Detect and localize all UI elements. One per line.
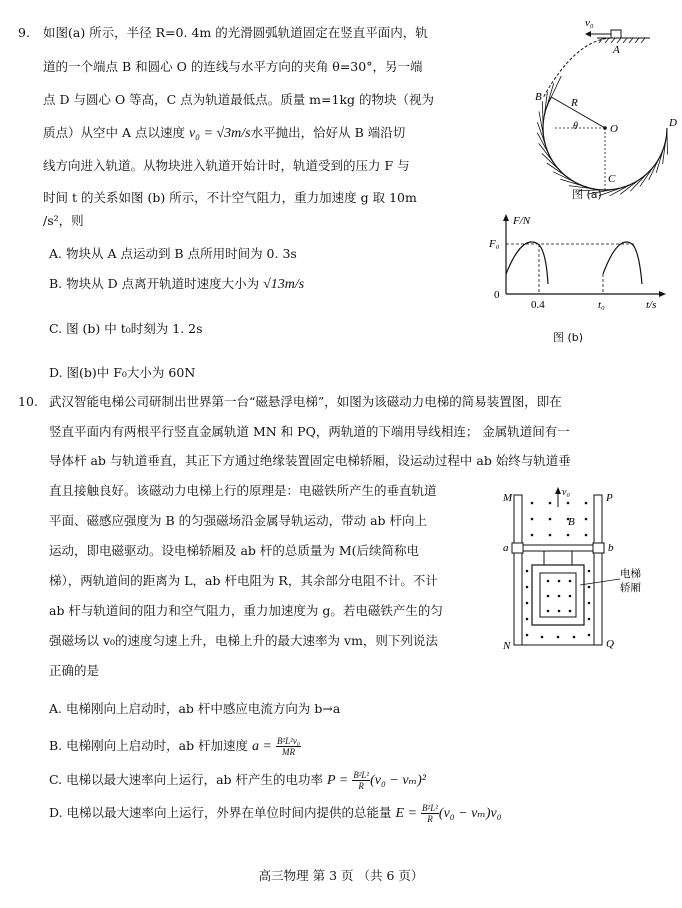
q10-line-8: ab 杆与轨道间的阻力和空气阻力，重力加速度为 g。若电磁铁产生的匀 bbox=[49, 603, 443, 618]
field-dot bbox=[549, 534, 552, 537]
q10-line-5: 平面、磁感应强度为 B 的匀强磁场沿金属导轨运动，带动 ab 杆向上 bbox=[49, 513, 428, 528]
frac-num: B²L²v₀ bbox=[276, 736, 301, 746]
field-dot bbox=[588, 602, 591, 605]
q9-line-4-post: 水平抛出，恰好从 B 端沿切 bbox=[250, 125, 406, 140]
field-dot bbox=[531, 534, 534, 537]
fig-b-caption: 图 (b) bbox=[553, 331, 584, 344]
field-dot bbox=[526, 586, 529, 589]
frac-num: B²L² bbox=[422, 803, 438, 813]
q10-option-d-lhs: E = bbox=[395, 806, 418, 821]
q9-line-4 bbox=[43, 124, 405, 143]
q9-line-2: 道的一个端点 B 和圆心 O 的连线与水平方向的夹角 θ=30°，另一端 bbox=[43, 59, 423, 74]
fig-b-label-x1: 0.4 bbox=[531, 299, 545, 311]
q9-number: 9. bbox=[18, 25, 30, 40]
q10-line-7: 梯），两轨道间的距离为 L，ab 杆电阻为 R，其余部分电阻不计。不计 bbox=[49, 573, 438, 588]
fig-a-label-theta: θ bbox=[573, 121, 578, 132]
fig-a-label-D: D bbox=[669, 117, 677, 129]
arc-hatch-mark bbox=[542, 153, 559, 169]
q10-option-b-lhs: a = bbox=[252, 739, 272, 754]
q10-line-9: 强磁场以 v₀的速度匀速上升，电梯上升的最大速率为 vm，则下列说法 bbox=[49, 633, 438, 648]
frac-num: B²L² bbox=[353, 770, 370, 780]
rod-ab bbox=[522, 545, 594, 551]
q9-option-a: A. 物块从 A 点运动到 B 点所用时间为 0. 3s bbox=[49, 246, 297, 261]
fig10-label-car2: 轿厢 bbox=[620, 583, 641, 594]
q9-line-1: 如图(a) 所示，半径 R=0. 4m 的光滑圆弧轨道固定在竖直平面内，轨 bbox=[43, 25, 428, 40]
field-dot bbox=[585, 502, 588, 505]
field-dot bbox=[558, 580, 561, 583]
field-dot bbox=[588, 570, 591, 573]
q10-option-c bbox=[49, 770, 426, 791]
rail-PQ bbox=[594, 495, 602, 645]
field-dot bbox=[531, 502, 534, 505]
q9-option-c: C. 图 (b) 中 t₀时刻为 1. 2s bbox=[49, 321, 203, 336]
fig10-label-v0: v₀ bbox=[562, 487, 570, 498]
fig10-label-car: 电梯 bbox=[620, 569, 641, 580]
q9-option-d: D. 图(b)中 F₀大小为 60N bbox=[49, 365, 196, 380]
field-dot bbox=[526, 602, 529, 605]
q10-line-10: 正确的是 bbox=[49, 663, 100, 678]
field-dot bbox=[588, 586, 591, 589]
fig10-label-N: N bbox=[503, 640, 511, 652]
center-O-dot bbox=[603, 126, 607, 130]
rail-MN bbox=[514, 495, 522, 645]
fig-a-label-A: A bbox=[613, 44, 620, 56]
arc-hatch-mark bbox=[537, 133, 548, 154]
field-dot bbox=[526, 618, 529, 621]
fig10-label-b: b bbox=[608, 542, 614, 554]
q10-line-2: 竖直平面内有两根平行竖直金属轨道 MN 和 PQ，两轨道的下端用导线相连； 金属轨道间有一 bbox=[49, 424, 570, 439]
fig-a-label-R: R bbox=[571, 97, 578, 109]
field-dot bbox=[558, 595, 561, 598]
fig-b-label-t: t/s bbox=[646, 299, 657, 311]
field-dot bbox=[526, 570, 529, 573]
fig-a-label-C: C bbox=[608, 173, 616, 185]
fig10-label-Q: Q bbox=[606, 638, 614, 650]
q9-option-b bbox=[49, 275, 304, 294]
frac-den: R bbox=[358, 781, 364, 791]
q9-line-5: 线方向进入轨道。从物块进入轨道开始计时，轨道受到的压力 F 与 bbox=[43, 158, 410, 173]
field-dot bbox=[549, 502, 552, 505]
field-dot bbox=[547, 595, 550, 598]
field-dot bbox=[569, 610, 572, 613]
field-dot bbox=[547, 580, 550, 583]
q10-option-b bbox=[49, 736, 301, 757]
field-dot bbox=[531, 518, 534, 521]
field-dot bbox=[569, 595, 572, 598]
q10-option-c-lhs: P = bbox=[326, 773, 349, 788]
q10-number: 10. bbox=[18, 394, 38, 409]
frac-den: MR bbox=[282, 747, 295, 757]
field-dot bbox=[588, 618, 591, 621]
q10-option-d bbox=[49, 803, 502, 824]
field-dot bbox=[557, 636, 560, 639]
q9-line-3: 点 D 与圆心 O 等高，C 点为轨道最低点。质量 m=1kg 的物块（视为 bbox=[43, 92, 435, 107]
block-icon bbox=[611, 30, 621, 38]
fig-b-label-F: F/N bbox=[513, 215, 531, 227]
arc-hatch-mark bbox=[663, 141, 666, 164]
fig-a-caption: 图 (a) bbox=[572, 188, 602, 201]
fig-a-label-O: O bbox=[610, 123, 618, 135]
q9-line-4-pre: 质点）从空中 A 点以速度 bbox=[43, 125, 185, 140]
figure-a bbox=[515, 10, 675, 200]
fig10-label-a: a bbox=[503, 542, 509, 554]
field-dot bbox=[558, 610, 561, 613]
field-dot bbox=[569, 580, 572, 583]
q10-option-d-rhs: (v₀ − vₘ)v₀ bbox=[438, 806, 502, 821]
field-dot bbox=[585, 534, 588, 537]
q9-option-b-text: B. 物块从 D 点离开轨道时速度大小为 bbox=[49, 276, 260, 291]
q10-option-b-fraction bbox=[276, 736, 301, 757]
field-dot bbox=[549, 518, 552, 521]
q10-option-c-fraction bbox=[352, 770, 370, 791]
fig10-label-P: P bbox=[606, 492, 613, 504]
fig10-label-B: B bbox=[568, 516, 575, 528]
field-dot bbox=[541, 636, 544, 639]
arc-hatch-mark bbox=[610, 185, 631, 196]
field-dot bbox=[585, 518, 588, 521]
frac-den: R bbox=[427, 814, 433, 824]
q10-line-1: 武汉智能电梯公司研制出世界第一台“磁悬浮电梯”，如图为该磁动力电梯的简易装置图，即在 bbox=[49, 394, 562, 409]
fig-a-label-v0: v₀ bbox=[585, 17, 594, 29]
fig-a-label-B: B bbox=[535, 91, 542, 103]
figure-b bbox=[486, 212, 676, 322]
arc-hatch-mark bbox=[640, 167, 653, 186]
q9-v0-expression: v₀ = √3m/s bbox=[188, 126, 251, 141]
fig10-label-M: M bbox=[503, 492, 513, 504]
fig-b-label-t0: t₀ bbox=[598, 299, 605, 311]
q9-line-6: 时间 t 的关系如图 (b) 所示，不计空气阻力，重力加速度 g 取 10m bbox=[43, 190, 417, 205]
q10-option-d-fraction bbox=[421, 803, 439, 824]
q10-line-3: 导体杆 ab 与轨道垂直，其正下方通过绝缘装置固定电梯轿厢，设运动过程中 ab 始终与轨道垂 bbox=[49, 453, 571, 468]
field-dot bbox=[547, 610, 550, 613]
q10-line-6: 运动，即电磁驱动。设电梯轿厢及 ab 杆的总质量为 M(后续简称电 bbox=[49, 543, 420, 558]
q10-option-c-rhs: (v₀ − vₘ)² bbox=[370, 773, 426, 788]
arc-hatch-mark bbox=[542, 101, 543, 124]
q10-option-a: A. 电梯刚向上启动时，ab 杆中感应电流方向为 b→a bbox=[49, 701, 341, 716]
q10-option-d-text: D. 电梯以最大速率向上运行，外界在单位时间内提供的总能量 bbox=[49, 805, 392, 820]
fig-b-label-origin: 0 bbox=[494, 289, 500, 301]
field-dot bbox=[588, 634, 591, 637]
field-dot bbox=[526, 634, 529, 637]
field-dot bbox=[573, 636, 576, 639]
q9-option-b-math: √13m/s bbox=[263, 277, 305, 292]
arc-hatch-mark bbox=[547, 163, 566, 176]
arc-hatch-mark bbox=[630, 174, 646, 191]
figure-elevator bbox=[502, 485, 672, 655]
field-dot bbox=[567, 502, 570, 505]
q9-line-7: /s²，则 bbox=[43, 213, 84, 228]
field-dot bbox=[567, 534, 570, 537]
arc-hatch-mark bbox=[667, 131, 668, 154]
page-footer: 高三物理 第 3 页 （共 6 页） bbox=[258, 868, 424, 883]
q10-line-4: 直且接触良好。该磁动力电梯上行的原理是：电磁铁所产生的垂直轨道 bbox=[49, 483, 437, 498]
q10-option-c-text: C. 电梯以最大速率向上运行，ab 杆产生的电功率 bbox=[49, 772, 323, 787]
q10-option-b-text: B. 电梯刚向上启动时，ab 杆加速度 bbox=[49, 738, 249, 753]
fig-b-label-F0: F₀ bbox=[489, 238, 500, 250]
